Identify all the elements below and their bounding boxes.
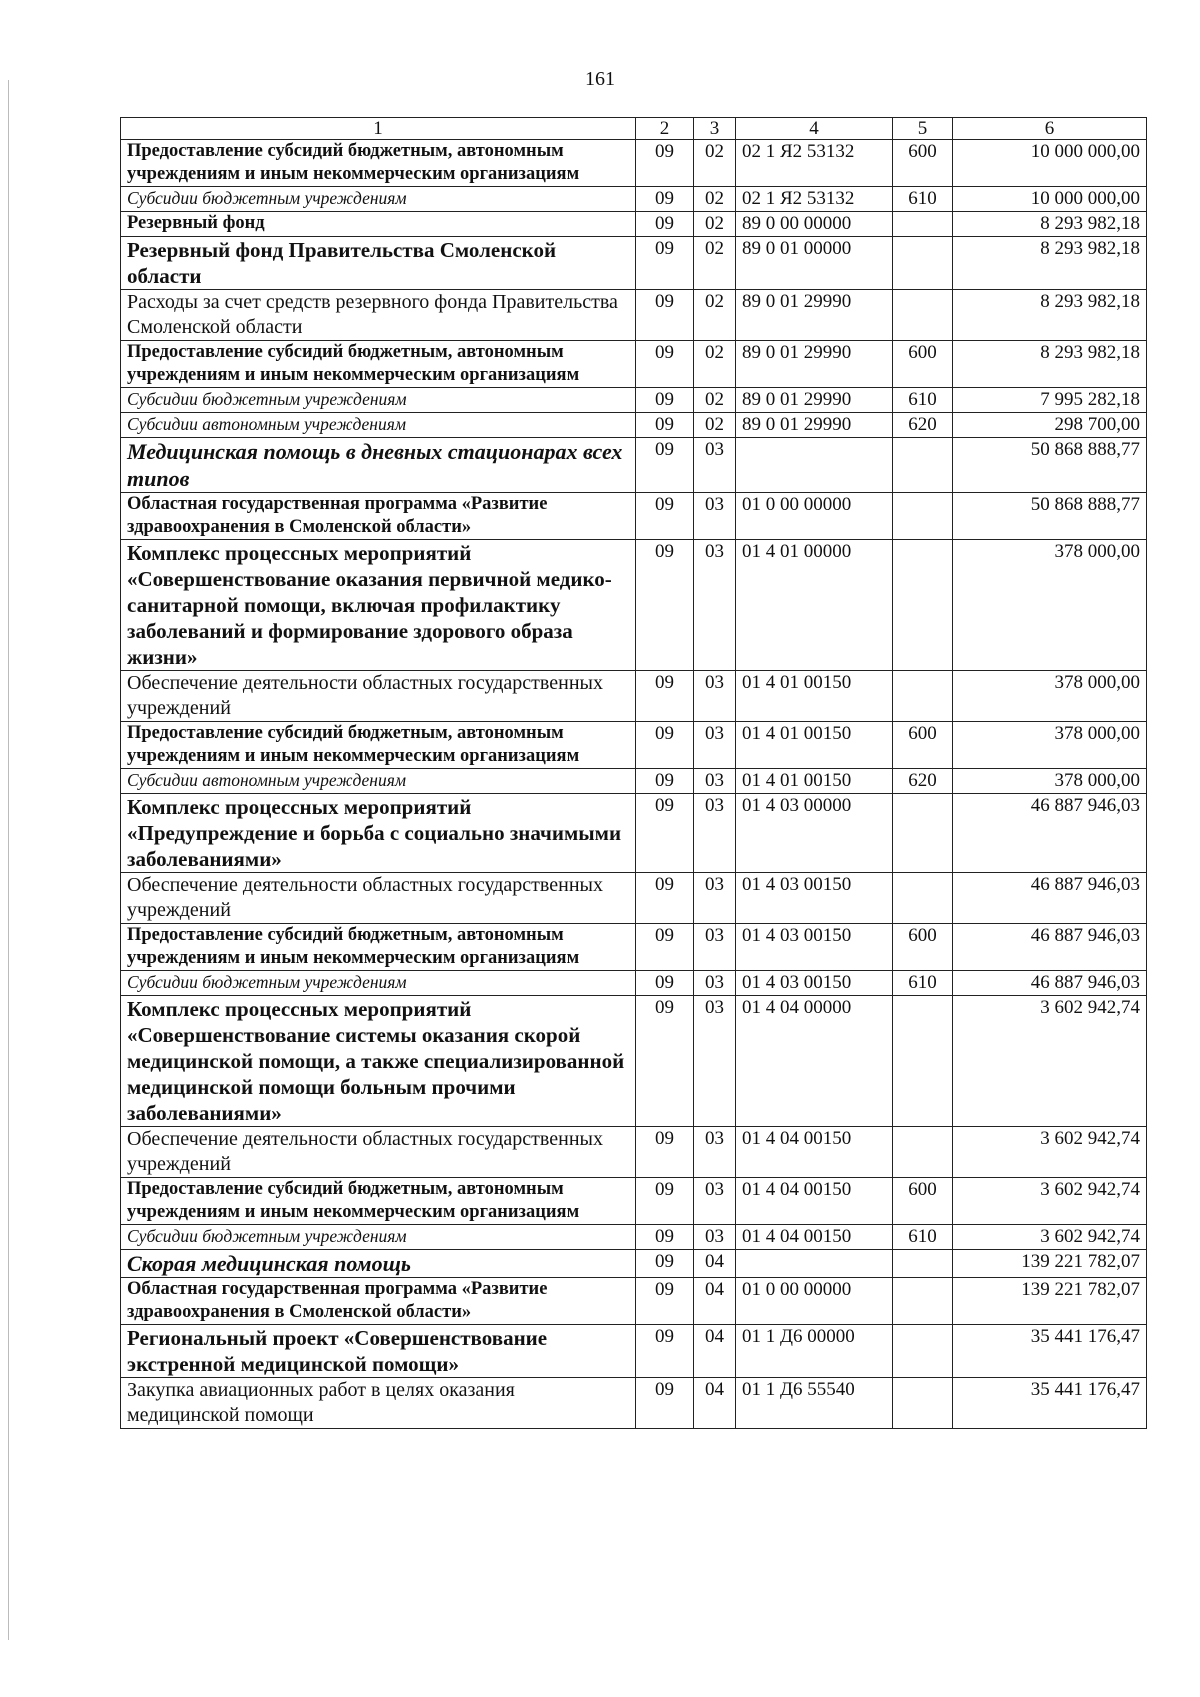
target-article-cell: 01 1 Д6 55540 (736, 1378, 893, 1429)
target-article-cell: 01 4 01 00150 (736, 722, 893, 769)
budget-table (120, 117, 1147, 1429)
target-article-cell: 01 0 00 00000 (736, 1278, 893, 1325)
table-row (121, 290, 1147, 341)
table-row (121, 996, 1147, 1127)
chapter-cell: 09 (636, 1127, 694, 1178)
table-row (121, 1325, 1147, 1378)
expense-type-cell (893, 671, 953, 722)
table-row (121, 794, 1147, 873)
chapter-cell: 09 (636, 722, 694, 769)
table-row (121, 438, 1147, 493)
row-name-cell: Областная государственная программа «Развитие здравоохранения в Смоленской области» (121, 493, 636, 540)
row-name-cell: Предоставление субсидий бюджетным, автономным учреждениям и иным некоммерческим организациям (121, 722, 636, 769)
scan-margin-line (8, 80, 9, 1640)
table-row (121, 1225, 1147, 1250)
target-article-cell: 01 4 01 00000 (736, 540, 893, 671)
row-name-cell: Субсидии автономным учреждениям (121, 413, 636, 438)
target-article-cell: 01 4 04 00150 (736, 1127, 893, 1178)
target-article-cell: 01 4 01 00150 (736, 671, 893, 722)
expense-type-cell (893, 873, 953, 924)
row-name-cell: Комплекс процессных мероприятий «Совершенствование системы оказания скорой медицинской помощи, а также специализированной медицинской помощи больным прочими заболеваниями» (121, 996, 636, 1127)
chapter-cell: 09 (636, 1225, 694, 1250)
expense-type-cell (893, 1278, 953, 1325)
subchapter-cell: 03 (694, 722, 736, 769)
target-article-cell: 01 4 03 00000 (736, 794, 893, 873)
chapter-cell: 09 (636, 140, 694, 187)
target-article-cell: 01 4 04 00150 (736, 1225, 893, 1250)
row-name-cell: Закупка авиационных работ в целях оказания медицинской помощи (121, 1378, 636, 1429)
subchapter-cell: 03 (694, 924, 736, 971)
column-header: 3 (694, 118, 736, 140)
row-name-cell: Резервный фонд (121, 212, 636, 237)
row-name-cell: Областная государственная программа «Развитие здравоохранения в Смоленской области» (121, 1278, 636, 1325)
row-name-cell: Предоставление субсидий бюджетным, автономным учреждениям и иным некоммерческим организациям (121, 924, 636, 971)
amount-cell: 46 887 946,03 (953, 971, 1147, 996)
row-name-cell: Комплекс процессных мероприятий «Совершенствование оказания первичной медико-санитарной помощи, включая профилактику заболеваний и формирование здорового образа жизни» (121, 540, 636, 671)
chapter-cell: 09 (636, 290, 694, 341)
table-row (121, 540, 1147, 671)
amount-cell: 3 602 942,74 (953, 1178, 1147, 1225)
expense-type-cell: 610 (893, 1225, 953, 1250)
amount-cell: 298 700,00 (953, 413, 1147, 438)
target-article-cell: 01 4 03 00150 (736, 873, 893, 924)
expense-type-cell (893, 290, 953, 341)
expense-type-cell (893, 1378, 953, 1429)
row-name-cell: Региональный проект «Совершенствование экстренной медицинской помощи» (121, 1325, 636, 1378)
amount-cell: 10 000 000,00 (953, 140, 1147, 187)
subchapter-cell: 02 (694, 290, 736, 341)
expense-type-cell: 600 (893, 140, 953, 187)
amount-cell: 50 868 888,77 (953, 438, 1147, 493)
chapter-cell: 09 (636, 1250, 694, 1278)
chapter-cell: 09 (636, 540, 694, 671)
expense-type-cell: 610 (893, 187, 953, 212)
row-name-cell: Предоставление субсидий бюджетным, автономным учреждениям и иным некоммерческим организациям (121, 1178, 636, 1225)
column-header: 4 (736, 118, 893, 140)
table-row (121, 924, 1147, 971)
row-name-cell: Обеспечение деятельности областных государственных учреждений (121, 873, 636, 924)
chapter-cell: 09 (636, 769, 694, 794)
expense-type-cell (893, 1250, 953, 1278)
subchapter-cell: 03 (694, 1178, 736, 1225)
row-name-cell: Медицинская помощь в дневных стационарах всех типов (121, 438, 636, 493)
target-article-cell: 01 4 01 00150 (736, 769, 893, 794)
expense-type-cell: 620 (893, 413, 953, 438)
subchapter-cell: 03 (694, 971, 736, 996)
table-row (121, 769, 1147, 794)
chapter-cell: 09 (636, 1278, 694, 1325)
amount-cell: 35 441 176,47 (953, 1325, 1147, 1378)
row-name-cell: Субсидии бюджетным учреждениям (121, 187, 636, 212)
expense-type-cell (893, 237, 953, 290)
subchapter-cell: 02 (694, 237, 736, 290)
column-header: 1 (121, 118, 636, 140)
table-row (121, 1378, 1147, 1429)
column-header: 2 (636, 118, 694, 140)
target-article-cell: 01 4 04 00000 (736, 996, 893, 1127)
expense-type-cell (893, 438, 953, 493)
expense-type-cell (893, 794, 953, 873)
chapter-cell: 09 (636, 438, 694, 493)
row-name-cell: Расходы за счет средств резервного фонда Правительства Смоленской области (121, 290, 636, 341)
row-name-cell: Обеспечение деятельности областных государственных учреждений (121, 671, 636, 722)
chapter-cell: 09 (636, 388, 694, 413)
page-number: 161 (585, 68, 615, 90)
expense-type-cell: 600 (893, 1178, 953, 1225)
expense-type-cell (893, 1325, 953, 1378)
subchapter-cell: 02 (694, 341, 736, 388)
subchapter-cell: 03 (694, 493, 736, 540)
expense-type-cell (893, 493, 953, 540)
amount-cell: 378 000,00 (953, 540, 1147, 671)
row-name-cell: Субсидии автономным учреждениям (121, 769, 636, 794)
subchapter-cell: 03 (694, 873, 736, 924)
chapter-cell: 09 (636, 413, 694, 438)
target-article-cell: 89 0 01 29990 (736, 341, 893, 388)
row-name-cell: Предоставление субсидий бюджетным, автономным учреждениям и иным некоммерческим организациям (121, 341, 636, 388)
chapter-cell: 09 (636, 187, 694, 212)
target-article-cell: 89 0 01 29990 (736, 290, 893, 341)
amount-cell: 10 000 000,00 (953, 187, 1147, 212)
chapter-cell: 09 (636, 971, 694, 996)
row-name-cell: Резервный фонд Правительства Смоленской области (121, 237, 636, 290)
table-row (121, 1127, 1147, 1178)
chapter-cell: 09 (636, 493, 694, 540)
target-article-cell: 02 1 Я2 53132 (736, 187, 893, 212)
amount-cell: 3 602 942,74 (953, 1225, 1147, 1250)
expense-type-cell (893, 212, 953, 237)
amount-cell: 378 000,00 (953, 722, 1147, 769)
chapter-cell: 09 (636, 794, 694, 873)
amount-cell: 50 868 888,77 (953, 493, 1147, 540)
subchapter-cell: 02 (694, 212, 736, 237)
header-row (121, 118, 1147, 140)
chapter-cell: 09 (636, 996, 694, 1127)
subchapter-cell: 03 (694, 794, 736, 873)
amount-cell: 46 887 946,03 (953, 873, 1147, 924)
target-article-cell: 01 4 04 00150 (736, 1178, 893, 1225)
expense-type-cell: 610 (893, 388, 953, 413)
table-row (121, 873, 1147, 924)
target-article-cell: 89 0 01 29990 (736, 388, 893, 413)
target-article-cell: 01 4 03 00150 (736, 971, 893, 996)
subchapter-cell: 04 (694, 1278, 736, 1325)
amount-cell: 139 221 782,07 (953, 1278, 1147, 1325)
subchapter-cell: 02 (694, 388, 736, 413)
table-row (121, 671, 1147, 722)
chapter-cell: 09 (636, 212, 694, 237)
amount-cell: 46 887 946,03 (953, 924, 1147, 971)
target-article-cell: 02 1 Я2 53132 (736, 140, 893, 187)
target-article-cell: 89 0 01 00000 (736, 237, 893, 290)
amount-cell: 139 221 782,07 (953, 1250, 1147, 1278)
column-header: 5 (893, 118, 953, 140)
row-name-cell: Обеспечение деятельности областных государственных учреждений (121, 1127, 636, 1178)
column-header: 6 (953, 118, 1147, 140)
subchapter-cell: 03 (694, 769, 736, 794)
amount-cell: 46 887 946,03 (953, 794, 1147, 873)
row-name-cell: Комплекс процессных мероприятий «Предупреждение и борьба с социально значимыми заболеваниями» (121, 794, 636, 873)
table-row (121, 140, 1147, 187)
table-row (121, 1178, 1147, 1225)
amount-cell: 3 602 942,74 (953, 1127, 1147, 1178)
chapter-cell: 09 (636, 1378, 694, 1429)
target-article-cell: 89 0 01 29990 (736, 413, 893, 438)
subchapter-cell: 02 (694, 187, 736, 212)
expense-type-cell: 600 (893, 341, 953, 388)
expense-type-cell: 610 (893, 971, 953, 996)
amount-cell: 35 441 176,47 (953, 1378, 1147, 1429)
expense-type-cell (893, 1127, 953, 1178)
subchapter-cell: 04 (694, 1325, 736, 1378)
subchapter-cell: 02 (694, 413, 736, 438)
chapter-cell: 09 (636, 873, 694, 924)
target-article-cell: 01 4 03 00150 (736, 924, 893, 971)
table-row (121, 1250, 1147, 1278)
row-name-cell: Предоставление субсидий бюджетным, автономным учреждениям и иным некоммерческим организациям (121, 140, 636, 187)
table-row (121, 413, 1147, 438)
chapter-cell: 09 (636, 1325, 694, 1378)
chapter-cell: 09 (636, 341, 694, 388)
table-row (121, 493, 1147, 540)
subchapter-cell: 03 (694, 438, 736, 493)
table-row (121, 971, 1147, 996)
row-name-cell: Субсидии бюджетным учреждениям (121, 388, 636, 413)
subchapter-cell: 04 (694, 1250, 736, 1278)
expense-type-cell (893, 996, 953, 1127)
amount-cell: 8 293 982,18 (953, 341, 1147, 388)
target-article-cell: 01 1 Д6 00000 (736, 1325, 893, 1378)
chapter-cell: 09 (636, 237, 694, 290)
amount-cell: 3 602 942,74 (953, 996, 1147, 1127)
table-row (121, 1278, 1147, 1325)
target-article-cell: 01 0 00 00000 (736, 493, 893, 540)
amount-cell: 378 000,00 (953, 769, 1147, 794)
amount-cell: 7 995 282,18 (953, 388, 1147, 413)
row-name-cell: Скорая медицинская помощь (121, 1250, 636, 1278)
table-body (121, 140, 1147, 1429)
target-article-cell: 89 0 00 00000 (736, 212, 893, 237)
table-row (121, 341, 1147, 388)
chapter-cell: 09 (636, 1178, 694, 1225)
table-row (121, 212, 1147, 237)
target-article-cell (736, 1250, 893, 1278)
row-name-cell: Субсидии бюджетным учреждениям (121, 1225, 636, 1250)
expense-type-cell: 620 (893, 769, 953, 794)
table-row (121, 237, 1147, 290)
table-row (121, 187, 1147, 212)
subchapter-cell: 03 (694, 540, 736, 671)
expense-type-cell (893, 540, 953, 671)
target-article-cell (736, 438, 893, 493)
table-row (121, 388, 1147, 413)
chapter-cell: 09 (636, 671, 694, 722)
row-name-cell: Субсидии бюджетным учреждениям (121, 971, 636, 996)
chapter-cell: 09 (636, 924, 694, 971)
subchapter-cell: 03 (694, 996, 736, 1127)
expense-type-cell: 600 (893, 722, 953, 769)
amount-cell: 8 293 982,18 (953, 290, 1147, 341)
subchapter-cell: 02 (694, 140, 736, 187)
subchapter-cell: 03 (694, 1225, 736, 1250)
table-row (121, 722, 1147, 769)
amount-cell: 8 293 982,18 (953, 237, 1147, 290)
amount-cell: 378 000,00 (953, 671, 1147, 722)
subchapter-cell: 04 (694, 1378, 736, 1429)
subchapter-cell: 03 (694, 1127, 736, 1178)
subchapter-cell: 03 (694, 671, 736, 722)
amount-cell: 8 293 982,18 (953, 212, 1147, 237)
expense-type-cell: 600 (893, 924, 953, 971)
